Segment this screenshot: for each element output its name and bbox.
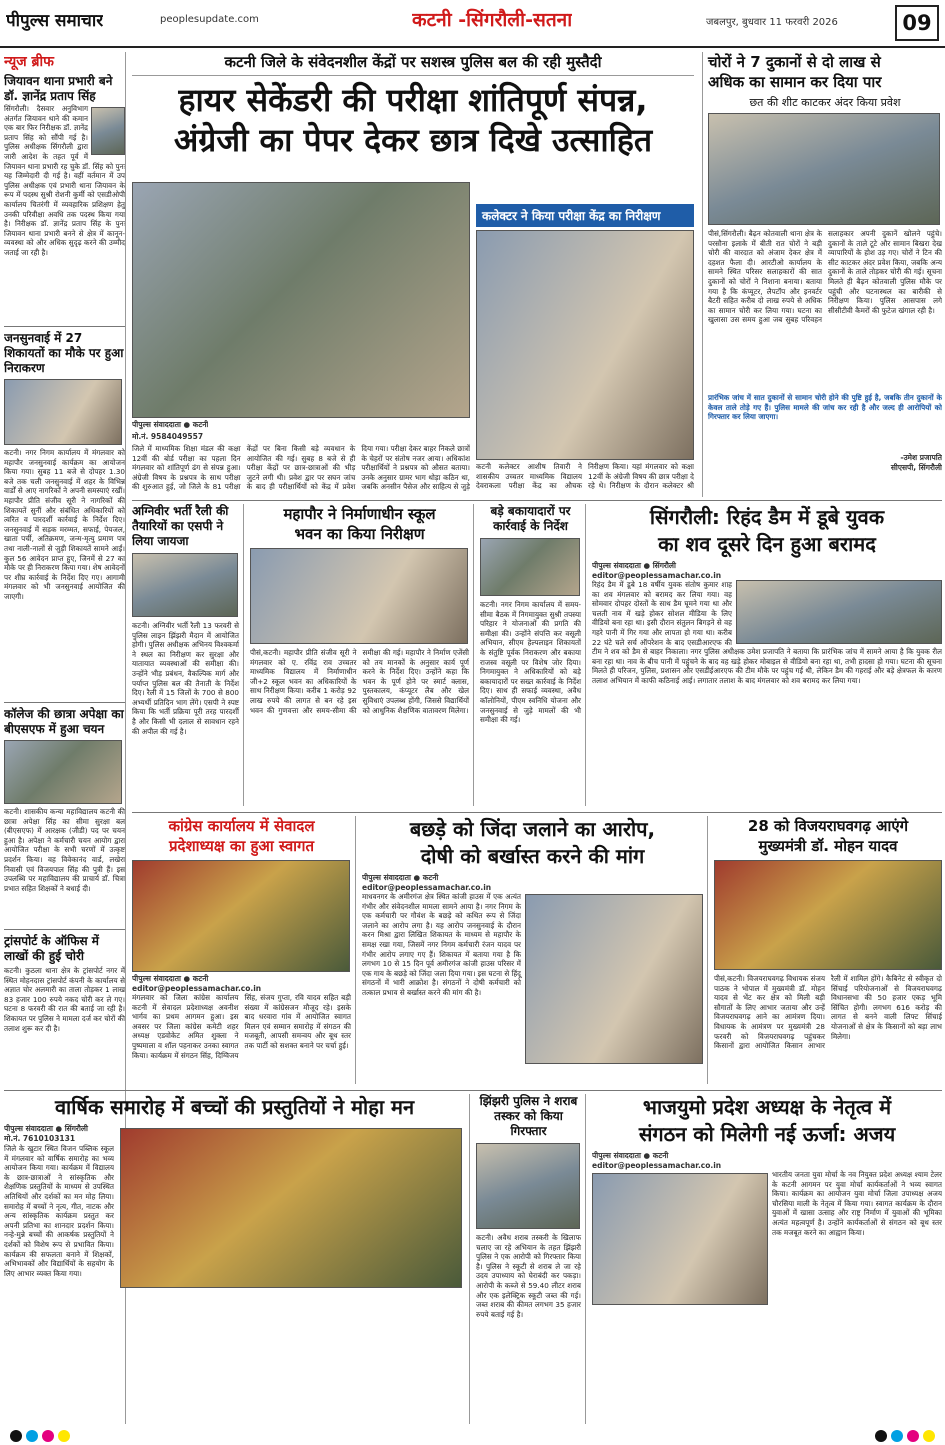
meeting-photo — [480, 538, 580, 596]
mayor-headline-1: महापौर ने निर्माणाधीन स्कूल — [283, 505, 436, 523]
agniveer-headline: अग्निवीर भर्ती रैली की तैयारियों का एसपी ने लिया जायजा — [132, 504, 229, 548]
lead-photo-caption: कटनी कलेक्टर आशीष तिवारी ने शासकीय उच्चतर माध्यमिक विद्यालय देवराकला परीक्षा केंद्र का औचक निरीक्षण किया। यहां मंगलवार को कक्षा 12वीं के अंग्रेजी विषय की छात्र परीक्षा दे रहे थे। निरीक्षण के दौरान कलेक्टर श्री — [476, 462, 694, 491]
dam-byline: पीपुल्स संवाददाता ● सिंगरौली — [592, 561, 676, 570]
stage-performance-photo — [120, 1128, 462, 1288]
theft-text: पीसं,सिंगरौली। बैढ़न कोतवाली थाना क्षेत्र के परसौना इलाके में बीती रात चोरों ने बड़ी चोरी की वारदात को अंजाम देकर क्षेत्र में दहशत फैला दी। आरटीओ कार्यालय के सामने स्थित परिसर सलाहकारों की सात दुकानों को चोरों ने निशाना बनाया। बताया गया है कि कंप्यूटर, लैपटॉप और इनवर्टर बैटरी सहित करीब दो लाख रुपये से अधिक का सामान चोरी कर लिया गया। घटना का खुलासा उस समय हुआ जब सुबह परिवहन सलाहकार अपनी दुकानें खोलने पहुंचे। दुकानों के ताले टूटे और सामान बिखरा देख व्यापारियों के होश उड़ गए। चोरों ने टिन की सीट काटकर अंदर प्रवेश किया, जबकि अन्य दुकानों के ताले तोड़कर चोरी की गई। सूचना मिलते ही बैढ़न कोतवाली पुलिस मौके पर पहुंची और घटनास्थल का बारीकी से निरीक्षण किया। पुलिस आसपास लगे सीसीटीवी कैमरों की फुटेज खंगाल रही है। — [708, 229, 942, 325]
annual-phone: मो.नं. 7610103131 — [4, 1134, 76, 1143]
brief-headline: ट्रांसपोर्ट के ऑफिस में लाखों की हुई चोरी — [4, 934, 99, 963]
cm-meeting-photo — [714, 860, 942, 970]
lead-byline: पीपुल्स संवाददाता ● कटनी — [132, 420, 209, 429]
dam-headline-2: का शव दूसरे दिन हुआ बरामद — [658, 532, 876, 556]
lead-story — [132, 52, 694, 497]
bjym-email[interactable]: editor@peoplessamachar.co.in — [592, 1161, 722, 1170]
bjym-headline-1: भाजयुमो प्रदेश अध्यक्ष के नेतृत्व में — [642, 1095, 892, 1119]
theft-headline-1: चोरों ने 7 दुकानों से दो लाख से — [708, 53, 881, 71]
arrears-headline: बड़े बकायादारों पर कार्रवाई के निर्देश — [490, 504, 571, 533]
lead-strap: कटनी जिले के संवेदनशील केंद्रों पर सशस्त्र पुलिस बल की रही मुस्तैदी — [132, 52, 694, 76]
calf-story — [362, 816, 708, 1084]
paper-name: पीपुल्स समाचार — [6, 11, 104, 31]
dam-story — [592, 504, 942, 806]
registration-dot — [907, 1430, 919, 1442]
registration-dot — [923, 1430, 935, 1442]
brief-text: कटनी। कुठला थाना क्षेत्र के ट्रांसपोर्ट नगर में स्थित मोहनदास ट्रांसपोर्ट कंपनी के कार्यालय से अज्ञात चोर अलमारी का ताला तोड़कर 1 लाख 83 हजार 100 रुपये नकद चोरी कर ले गए। घटना 8 फरवरी की रात की बताई जा रही है। शिकायत पर पुलिस ने मामला दर्ज कर चोरों की तलाश शुरू कर दी है। — [4, 966, 125, 1033]
calf-email[interactable]: editor@peoplessamachar.co.in — [362, 883, 492, 892]
calf-byline: पीपुल्स संवाददाता ● कटनी — [362, 873, 439, 882]
registration-marks — [0, 1427, 945, 1445]
brief-headline: जियावन थाना प्रभारी बने डॉ. ज्ञानेंद्र प्रताप सिंह — [4, 74, 113, 103]
lead-kicker: कलेक्टर ने किया परीक्षा केंद्र का निरीक्षण — [476, 204, 694, 227]
dam-headline-1: सिंगरौली: रिहंद डैम में डूबे युवक — [649, 505, 885, 529]
congress-headline-2: प्रदेशाध्यक्ष का हुआ स्वागत — [168, 837, 315, 855]
brief-text: कटनी। नगर निगम कार्यालय में मंगलवार को महापौर जनसुनवाई कार्यक्रम का आयोजन किया गया। सुबह 11 बजे से दोपहर 1.30 बजे तक चली जनसुनवाई में शहर के विभिन्न वार्डों से आए नागरिकों ने अपनी समस्याएं रखीं। महापौर प्रीति संजीव सूरी ने नागरिकों की शिकायतें सुनीं और संबंधित अधिकारियों को त्वरित व पारदर्शी कार्रवाई के निर्देश दिए। जनसुनवाई में सड़क मरम्मत, सफाई, पेयजल, खाता पर्ची, अतिक्रमण, जन्म-मृत्यु प्रमाण पत्र तथा नाली-नालों से जुड़ी शिकायतें सामने आईं। कुल 56 आवेदन प्राप्त हुए, जिनमें से 27 का मौके पर ही निराकरण किया गया। शेष आवेदनों पर शीघ्र कार्रवाई के निर्देश दिए गए। आगामी मंगलवार को भी जनसुनवाई आयोजित की जाएगी। — [4, 448, 125, 601]
issue-date: जबलपुर, बुधवार 11 फरवरी 2026 — [706, 17, 838, 28]
page-number: 09 — [895, 5, 939, 41]
bjym-poster-photo — [592, 1173, 768, 1305]
bjym-story — [592, 1094, 942, 1424]
dam-email[interactable]: editor@peoplessamachar.co.in — [592, 571, 722, 580]
registration-dot — [58, 1430, 70, 1442]
congress-welcome-photo — [132, 860, 350, 972]
lead-headline-1: हायर सेकेंडरी की परीक्षा शांतिपूर्ण संपन्न, — [178, 81, 648, 119]
jansunwai-photo — [4, 379, 122, 445]
website-link[interactable]: peoplesupdate.com — [160, 14, 259, 25]
lead-headline-2: अंग्रेजी का पेपर देकर छात्र दिखे उत्साहित — [173, 121, 653, 159]
annual-function-story — [4, 1094, 470, 1424]
registration-dot — [26, 1430, 38, 1442]
liquor-text: कटनी। अवैध शराब तस्करी के खिलाफ चलाए जा रहे अभियान के तहत झिंझरी पुलिस ने एक आरोपी को गिरफ्तार किया है। पुलिस ने स्कूटी से शराब ले जा रहे उदय उपाध्याय को घेराबंदी कर पकड़ा। आरोपी के कब्जे से 59.40 लीटर शराब और एक इलेक्ट्रिक स्कूटी जब्त की गई। जब्त शराब की कीमत लगभग 35 हजार रुपये बताई गई है। — [476, 1233, 581, 1319]
annual-text: जिले के खुटार स्थित विजन पब्लिक स्कूल में मंगलवार को वार्षिक समारोह का भव्य आयोजन किया गया। कार्यक्रम में विद्यालय के छात्र-छात्राओं ने सांस्कृतिक और शैक्षणिक प्रस्तुतियों के माध्यम से उपस्थित अतिथियों और दर्शकों का मन मोह लिया। समारोह में बच्चों ने नृत्य, गीत, नाटक और अन्य सांस्कृतिक कार्यक्रम प्रस्तुत कर अपनी प्रतिभा का शानदार प्रदर्शन किया। नन्हे-मुन्ने बच्चों की आकर्षक प्रस्तुतियों ने दर्शकों को विशेष रूप से प्रभावित किया। कार्यक्रम की सफलता बनाने में शिक्षकों, अभिभावकों और विद्यार्थियों के सहयोग के लिए आभार व्यक्त किया गया। — [4, 1144, 114, 1278]
agniveer-story — [132, 504, 244, 806]
brief-headline: जनसुनवाई में 27 शिकायतों का मौके पर हुआ निराकरण — [4, 331, 124, 375]
registration-dot — [10, 1430, 22, 1442]
brief-text: सिंगरौली। दैसवार अनुविभाग अंतर्गत जियावन थाने की कमान एक बार फिर निरीक्षक डॉ. ज्ञानेंद्र प्रताप सिंह को सौंपी गई है। पुलिस अधीक्षक सिंगरौली द्वारा जारी आदेश के तहत पूर्व में जियावन थाना प्रभारी रह चुके डॉ. सिंह को पुनः यह जिम्मेदारी दी गई है। वहीं वर्तमान में उप पुलिस अधीक्षक एवं प्रभारी थाना जियावन के रूप में पदस्थ सुश्री रोशनी कुर्मी को एसडीओपी कार्यालय चितरंगी में व्यवहारिक प्रशिक्षण हेतु उनकी परिवीक्षा अवधि तक पदस्थ किया गया है। निरीक्षक डॉ. ज्ञानेंद्र प्रताप सिंह के पुनः जियावन थाना प्रभारी बनने से क्षेत्र में कानून-व्यवस्था को और अधिक सुदृढ़ करने की उम्मीद जताई जा रही है। — [4, 104, 125, 257]
cm-visit-story — [714, 816, 942, 1084]
calf-headline-1: बछड़े को जिंदा जलाने का आरोप, — [409, 817, 656, 841]
congress-text: मंगलवार को जिला कांग्रेस कार्यालय कटनी में सेवादल प्रदेशाध्यक्ष अवनीश भार्गव का प्रथम आगमन हुआ। इस अवसर पर जिला कांग्रेस कमेटी शहर अध्यक्ष एडवोकेट अमित शुक्ला ने पुष्पमाला व शॉल पहनाकर उनका स्वागत किया। कार्यक्रम में संगठन सिंह, दिग्विजय सिंह, संजय गुप्ता, रवि यादव सहित बड़ी संख्या में कांग्रेसजन मौजूद रहे। इसके बाद धरवारा गांव में आयोजित स्वागत मिलन एवं सम्मान समारोह में संगठन की मजबूती, आपसी समन्वय और बूथ स्तर तक पार्टी को सशक्त बनाने पर चर्चा हुई। — [132, 993, 351, 1060]
congress-headline-1: कांग्रेस कार्यालय में सेवादल — [168, 817, 315, 835]
mayor-text: पीसं,कटनी। महापौर प्रीति संजीव सूरी ने मंगलवार को ए. रविंद्र राव उच्चतर माध्यमिक विद्यालय में निर्माणाधीन जी+2 स्कूल भवन का अधिकारियों के साथ निरीक्षण किया। करीब 1 करोड़ 92 लाख रुपये की लागत से बन रहे इस भवन की गुणवत्ता और समय-सीमा की समीक्षा की गई। महापौर ने निर्माण एजेंसी को तय मानकों के अनुसार कार्य पूर्ण करने के निर्देश दिए। उन्होंने कहा कि भवन के पूर्ण होने पर स्मार्ट क्लास, पुस्तकालय, कंप्यूटर लैब और खेल सुविधाएं उपलब्ध होंगी, जिससे विद्यार्थियों को आधुनिक शैक्षणिक वातावरण मिलेगा। — [250, 648, 469, 715]
cm-text: पीसं,कटनी। विजयराघवगढ़ विधायक संजय पाठक ने भोपाल में मुख्यमंत्री डॉ. मोहन यादव से भेंट कर क्षेत्र को मिली बड़ी सौगातों के लिए आभार जताया और उन्हें विजयराघवगढ़ आने का आमंत्रण दिया। विधायक के आमंत्रण पर मुख्यमंत्री 28 फरवरी को विजयराघवगढ़ पहुंचकर किसानों द्वारा आयोजित किसान आभार रैली में शामिल होंगे। कैबिनेट से स्वीकृत दो सिंचाई परियोजनाओं से विजयराघवगढ़ विधानसभा की 50 हजार एकड़ भूमि सिंचित होगी। लगभग 616 करोड़ की लागत से बनने वाली लिफ्ट सिंचाई योजनाओं से क्षेत्र के किसानों को बड़ा लाभ मिलेगा। — [714, 974, 942, 1051]
bjym-text: भारतीय जनता युवा मोर्चा के नव नियुक्त प्रदेश अध्यक्ष श्याम टेलर के कटनी आगमन पर युवा मोर्चा कार्यकर्ताओं ने भव्य स्वागत किया। कार्यक्रम का आयोजन युवा मोर्चा जिला उपाध्यक्ष अजय चौरसिया माली के नेतृत्व में किया गया। स्वागत कार्यक्रम के दौरान युवाओं में खासा उत्साह और राष्ट्र निर्माण में युवाओं की भूमिका अत्यंत महत्वपूर्ण है। उन्होंने कार्यकर्ताओं से संगठन को बूथ स्तर तक मजबूत करने का आह्वान किया। — [772, 1170, 942, 1237]
police-photo — [132, 553, 238, 617]
theft-quote-role: सीएसपी, सिंगरौली — [890, 463, 942, 472]
student-photo — [4, 740, 122, 804]
mayor-headline-2: भवन का किया निरीक्षण — [294, 525, 425, 543]
liquor-headline: झिंझरी पुलिस ने शराब तस्कर को किया गिरफ्तार — [479, 1094, 578, 1138]
cm-headline-2: मुख्यमंत्री डॉ. मोहन यादव — [758, 837, 898, 855]
calf-text: माधवनगर के अमीरगंज क्षेत्र स्थित कांजी हाउस में एक अत्यंत गंभीर और संवेदनशील मामला सामने आया है। नगर निगम के एक कर्मचारी पर गौवंश के बछड़े को कथित रूप से जिंदा जलाने का आरोप लगा है। यह आरोप जनसुनवाई के दौरान करन मिश्रा द्वारा लिखित शिकायत के माध्यम से महापौर के समक्ष रखा गया, जिसमें नगर निगम कर्मचारी रंजन यादव पर गंभीर आरोप लगाए गए हैं। शिकायत में बताया गया है कि लगभग 10 से 15 दिन पूर्व अमीरगंज कांजी हाउस परिसर में एक गाय के बछड़े को जिंदा जला दिया गया। इस घटना से हिंदू संगठनों में भारी आक्रोश है। संगठनों ने दोषी कर्मचारी को तत्काल प्रभाव से बर्खास्त करने की मांग की है। — [362, 892, 521, 997]
school-inspection-photo — [250, 548, 468, 644]
registration-dot — [891, 1430, 903, 1442]
lead-phone: मो.नं. 9584049557 — [132, 432, 204, 441]
congress-story — [132, 816, 356, 1084]
brief-headline: कॉलेज की छात्रा अपेक्षा का बीएसएफ में हुआ चयन — [4, 707, 124, 736]
congress-email[interactable]: editor@peoplessamachar.co.in — [132, 984, 262, 993]
bjym-byline: पीपुल्स संवाददाता ● कटनी — [592, 1151, 669, 1160]
theft-subhead: छत की शीट काटकर अंदर किया प्रवेश — [749, 96, 901, 109]
arrears-story — [480, 504, 586, 806]
agniveer-text: कटनी। अग्निवीर भर्ती रैली 13 फरवरी से पुलिस लाइन झिंझरी मैदान में आयोजित होगी। पुलिस अधीक्षक अभिनय विश्वकर्मा ने स्थल का निरीक्षण कर सुरक्षा और यातायात व्यवस्थाओं की समीक्षा की। उन्होंने भीड़ प्रबंधन, वैकल्पिक मार्ग और पर्याप्त पुलिस बल की तैनाती के निर्देश दिए। रैली में 15 जिलों के 700 से 800 अभ्यर्थी प्रतिदिन भाग लेंगे। एसपी ने स्पष्ट किया कि भर्ती प्रक्रिया पूरी तरह पारदर्शी है और किसी भी दलाल से सावधान रहने की अपील की गई है। — [132, 621, 239, 736]
edition-cities: कटनी -सिंगरौली-सतना — [412, 9, 573, 31]
exam-students-photo — [132, 182, 470, 418]
theft-headline-2: अधिक का सामान कर दिया पार — [708, 73, 882, 91]
officer-photo — [91, 107, 125, 155]
registration-dot — [875, 1430, 887, 1442]
complainant-photo — [525, 894, 703, 1064]
arrears-text: कटनी। नगर निगम कार्यालय में समय-सीमा बैठक में निगमायुक्त सुश्री तपस्या परिहार ने योजनाओं की प्रगति की समीक्षा की। उन्होंने संपत्ति कर वसूली अभियान, सीएम हेल्पलाइन शिकायतों के संतुष्टि पूर्वक निराकरण और बकाया राजस्व वसूली पर विशेष जोर दिया। निगमायुक्त ने अधिकारियों को बड़े बकायादारों पर सख्त कार्रवाई के निर्देश दिए। साथ ही सफाई व्यवस्था, अवैध कॉलोनियों, पीएम स्वनिधि योजना और जनसुनवाई से जुड़े मामलों की भी समीक्षा की गई। — [480, 600, 581, 725]
congress-byline: पीपुल्स संवाददाता ● कटनी — [132, 974, 209, 983]
dam-rescue-photo — [736, 580, 942, 644]
theft-quote-by: -उमेश प्रजापति — [900, 453, 942, 462]
cm-headline-1: 28 को विजयराघवगढ़ आएंगे — [747, 817, 909, 835]
arrest-photo — [476, 1143, 580, 1229]
collector-inspection-photo — [476, 230, 694, 460]
lead-text: जिले में माध्यमिक शिक्षा मंडल की कक्षा 12वीं की बोर्ड परीक्षा का पहला दिन मंगलवार को शांतिपूर्ण ढंग से संपन्न हुआ। अंग्रेजी विषय के प्रश्नपत्र के साथ परीक्षा की शुरुआत हुई, जो जिले के 81 परीक्षा केंद्रों पर बिना किसी बड़े व्यवधान के आयोजित की गई। सुबह 8 बजे से ही परीक्षा केंद्रों पर छात्र-छात्राओं की भीड़ जुटने लगी थी। प्रवेश द्वार पर सघन जांच के बाद ही परीक्षार्थियों को केंद्र में प्रवेश दिया गया। परीक्षा देकर बाहर निकले छात्रों के चेहरों पर संतोष नजर आया। अधिकांश परीक्षार्थियों ने प्रश्नपत्र को औसत बताया। उनके अनुसार ग्रामर भाग थोड़ा कठिन था, जबकि अनसीन पैसेज और साहित्य से जुड़े — [132, 444, 470, 492]
bjym-headline-2: संगठन को मिलेगी नई ऊर्जा: अजय — [638, 1122, 896, 1146]
theft-quote: प्रारंभिक जांच में सात दुकानों से सामान चोरी होने की पुष्टि हुई है, जबकि तीन दुकानों के केवल ताले तोड़े गए हैं। पुलिस मामले की जांच कर रही है और जल्द ही आरोपियों को गिरफ्तार कर लिया जाएगा। — [708, 393, 942, 422]
brief-text: कटनी। शासकीय कन्या महाविद्यालय कटनी की छात्रा अपेक्षा सिंह का सीमा सुरक्षा बल (बीएसएफ) में आरक्षक (जीडी) पद पर चयन हुआ है। अपेक्षा ने कर्मचारी चयन आयोग द्वारा आयोजित परीक्षा के सभी चरणों में उत्कृष्ट प्रदर्शन किया। वह विवेकानंद वार्ड, लखेरा निवासी एवं विजयपाल सिंह की पुत्री हैं। इस उपलब्धि पर महाविद्यालय की प्राचार्य डॉ. चित्रा प्रभात सहित शिक्षकों ने बधाई दी। — [4, 807, 125, 893]
annual-byline: पीपुल्स संवाददाता ● सिंगरौली — [4, 1124, 88, 1133]
news-brief-label: न्यूज ब्रीफ — [4, 54, 54, 70]
liquor-story — [476, 1094, 586, 1424]
theft-story — [702, 52, 942, 497]
shops-photo — [708, 113, 940, 225]
masthead — [0, 0, 945, 48]
dam-text: रिहंद डैम में डूबे 18 वर्षीय युवक संतोष कुमार शाह का शव मंगलवार को बरामद कर लिया गया। वह सोमवार दोपहर दोस्तों के साथ डैम घूमने गया था और चलती नाव में खड़े होकर सोशल मीडिया के लिए वीडियो बना रहा था। इसी दौरान संतुलन बिगड़ने से वह गहरे पानी में गिर गया और लापता हो गया था। करीब 22 घंटे चले सर्च ऑपरेशन के बाद एसडीआरएफ की टीम ने शव को डैम से बाहर निकाला। नगर पुलिस अधीक्षक उमेश प्रजापति ने बताया कि प्रारंभिक जांच में सामने आया है कि युवक रील बना रहा था। नाव के बीच पानी में पहुंचने के बाद वह खड़े होकर मोबाइल से वीडियो बना रहा था, तभी हादसा हो गया। घटना की सूचना मिलते ही परिजन, पुलिस, प्रशासन और एसडीईआरएफ की टीम मौके पर पहुंच गई थी, लेकिन डैम की गहराई और बड़े क्षेत्रफल के कारण तलाश अभियान में काफी कठिनाई आई। लगातार तलाश के बाद मंगलवार को शव बरामद कर लिया गया। — [592, 580, 942, 685]
mayor-story — [250, 504, 474, 806]
annual-headline: वार्षिक समारोह में बच्चों की प्रस्तुतियों ने मोहा मन — [54, 1095, 415, 1119]
calf-headline-2: दोषी को बर्खास्त करने की मांग — [420, 844, 645, 868]
registration-dot — [42, 1430, 54, 1442]
